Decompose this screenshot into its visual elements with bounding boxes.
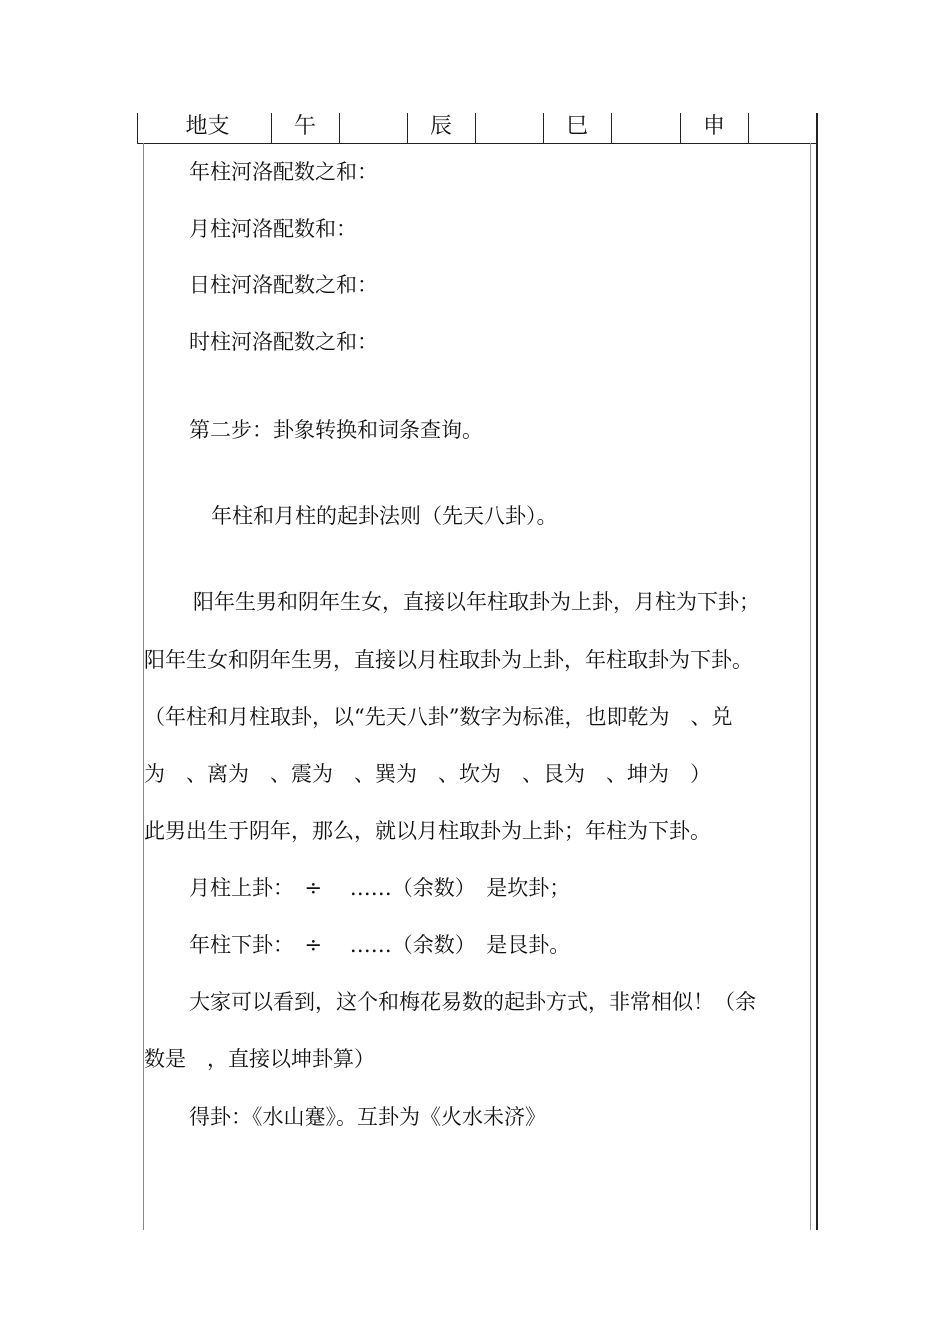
table-divider bbox=[611, 113, 612, 143]
paragraph-line: 数是 ，直接以坤卦算） bbox=[144, 1047, 375, 1071]
table-header-dizhi: 地支 bbox=[185, 114, 230, 139]
hour-pillar-sum: 时柱河洛配数之和： bbox=[189, 330, 378, 354]
month-pillar-sum: 月柱河洛配数和： bbox=[189, 217, 357, 241]
day-pillar-sum: 日柱河洛配数之和： bbox=[189, 273, 378, 297]
upper-trigram-calc: 月柱上卦： ÷ ……（余数） 是坎卦； bbox=[189, 876, 571, 900]
earthly-branch-table-row bbox=[137, 113, 817, 144]
frame-right-border bbox=[816, 113, 818, 1230]
frame-inner-right-border bbox=[810, 143, 811, 1230]
table-divider bbox=[137, 113, 138, 143]
table-cell-shen: 申 bbox=[702, 114, 725, 139]
table-cell-si: 巳 bbox=[565, 114, 588, 139]
table-cell-chen: 辰 bbox=[429, 114, 452, 139]
paragraph-line: 阳年生女和阴年生男，直接以月柱取卦为上卦，年柱取卦为下卦。 bbox=[144, 648, 753, 672]
table-divider bbox=[339, 113, 340, 143]
paragraph-line: 为 、离为 、震为 、巽为 、坎为 、艮为 、坤为 ） bbox=[144, 762, 711, 786]
paragraph-line: （年柱和月柱取卦，以“先天八卦”数字为标准，也即乾为 、兑 bbox=[144, 705, 733, 729]
paragraph-line: 大家可以看到，这个和梅花易数的起卦方式，非常相似！（余 bbox=[189, 990, 756, 1014]
paragraph-line: 此男出生于阴年，那么，就以月柱取卦为上卦；年柱为下卦。 bbox=[144, 819, 711, 843]
step-two-heading: 第二步：卦象转换和词条查询。 bbox=[189, 418, 483, 442]
resulting-hexagram: 得卦：《水山蹇》。互卦为《火水未济》 bbox=[189, 1105, 546, 1129]
table-divider bbox=[475, 113, 476, 143]
paragraph-line: 阳年生男和阴年生女，直接以年柱取卦为上卦，月柱为下卦； bbox=[193, 590, 760, 614]
lower-trigram-calc: 年柱下卦： ÷ ……（余数） 是艮卦。 bbox=[189, 933, 571, 957]
year-pillar-sum: 年柱河洛配数之和： bbox=[189, 160, 378, 184]
rule-heading: 年柱和月柱的起卦法则（先天八卦）。 bbox=[211, 504, 558, 528]
table-cell-wu: 午 bbox=[293, 114, 316, 139]
table-divider bbox=[748, 113, 749, 143]
